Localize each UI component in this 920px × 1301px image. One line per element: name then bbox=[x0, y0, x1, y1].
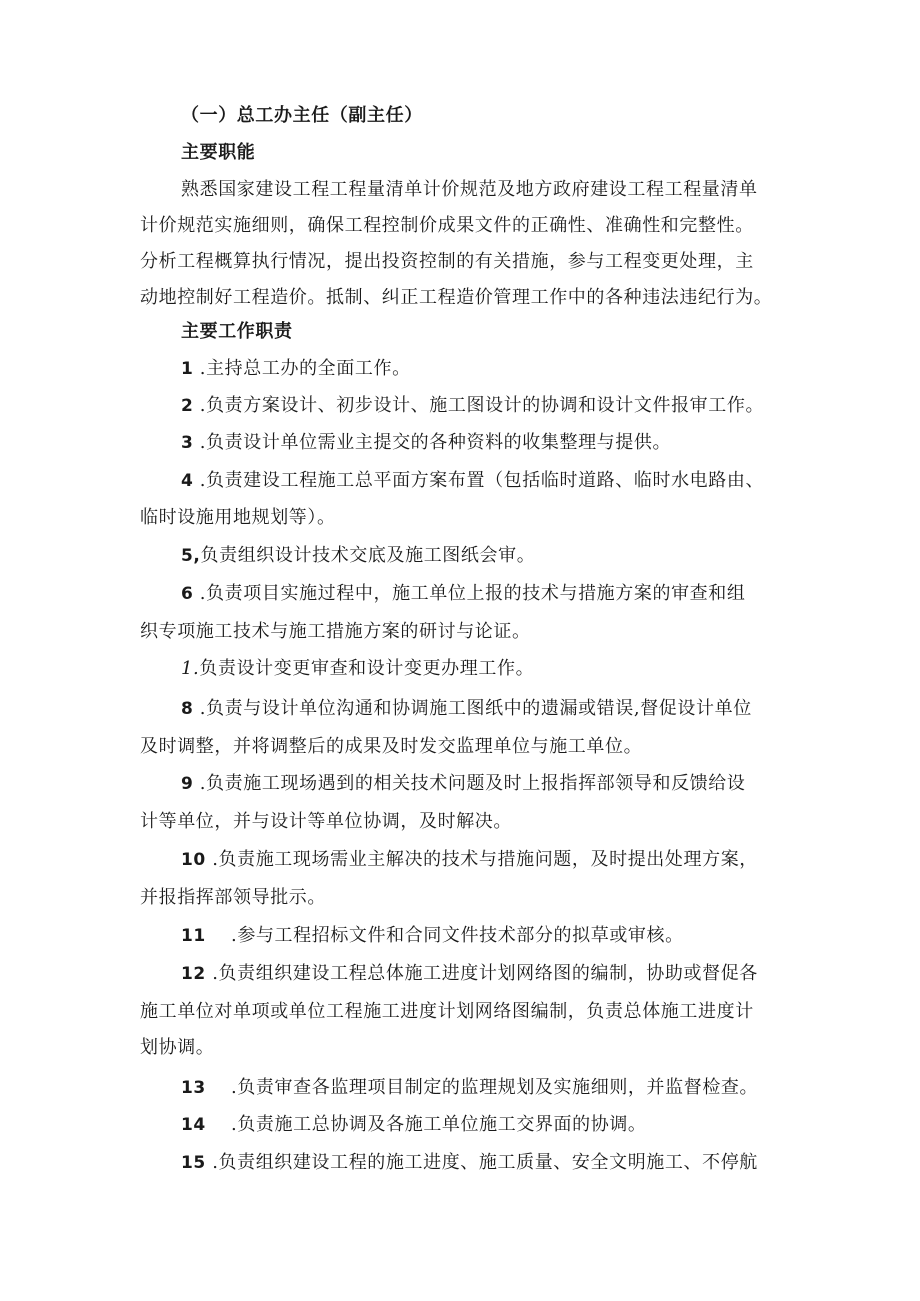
duty-text: 负责设计变更审查和设计变更办理工作。 bbox=[199, 658, 535, 679]
duty-item-6-cont: 织专项施工技术与施工措施方案的研讨与论证。 bbox=[140, 621, 531, 642]
duties-heading: 主要工作职责 bbox=[181, 321, 293, 342]
duty-item-5 bbox=[181, 544, 535, 568]
duty-number: 2 bbox=[181, 396, 194, 416]
duty-number: 5, bbox=[181, 546, 201, 566]
duty-text: .负责组织建设工程总体施工进度计划网络图的编制，协助或督促各 bbox=[212, 963, 758, 984]
duty-number: 1. bbox=[181, 658, 200, 679]
duty-item-9 bbox=[181, 772, 745, 796]
duty-item-3 bbox=[181, 431, 671, 455]
duty-item-8 bbox=[181, 697, 752, 721]
duty-item-10-cont: 并报指挥部领导批示。 bbox=[140, 887, 326, 908]
duty-item-14 bbox=[181, 1113, 647, 1137]
duty-item-2 bbox=[181, 394, 764, 418]
duty-text: .负责审查各监理项目制定的监理规划及实施细则，并监督检查。 bbox=[231, 1077, 759, 1098]
duty-text: .负责项目实施过程中，施工单位上报的技术与措施方案的审查和组 bbox=[199, 583, 746, 604]
duty-item-9-cont: 计等单位，并与设计等单位协调，及时解决。 bbox=[140, 811, 512, 832]
duty-number: 1 bbox=[181, 359, 194, 379]
main-functions-line-3: 分析工程概算执行情况，提出投资控制的有关措施，参与工程变更处理，主 bbox=[140, 251, 754, 272]
duty-text: 负责组织设计技术交底及施工图纸会审。 bbox=[200, 545, 536, 566]
duty-item-4 bbox=[181, 469, 764, 493]
duty-text: .负责施工现场遇到的相关技术问题及时上报指挥部领导和反馈给设 bbox=[199, 773, 746, 794]
duty-item-4-cont: 临时设施用地规划等）。 bbox=[140, 507, 336, 528]
duty-number: 4 bbox=[181, 471, 194, 491]
duty-number: 8 bbox=[181, 699, 194, 719]
duty-item-12-cont-2: 划协调。 bbox=[140, 1037, 215, 1058]
duty-number: 6 bbox=[181, 584, 194, 604]
duty-number: 10 bbox=[181, 850, 206, 870]
duty-item-7 bbox=[181, 657, 534, 681]
duty-item-10 bbox=[181, 848, 758, 872]
duty-text: .主持总工办的全面工作。 bbox=[199, 358, 411, 379]
main-functions-heading: 主要职能 bbox=[181, 142, 256, 163]
section-title: （一）总工办主任（副主任） bbox=[181, 105, 423, 126]
duty-text: .负责施工现场需业主解决的技术与措施问题，及时提出处理方案， bbox=[212, 849, 758, 870]
duty-number: 13 bbox=[181, 1078, 206, 1098]
duty-text: .负责施工总协调及各施工单位施工交界面的协调。 bbox=[231, 1114, 647, 1135]
duty-item-12-cont-1: 施工单位对单项或单位工程施工进度计划网络图编制，负责总体施工进度计 bbox=[140, 1001, 754, 1022]
duty-text: .负责方案设计、初步设计、施工图设计的协调和设计文件报审工作。 bbox=[199, 395, 765, 416]
main-functions-line-1: 熟悉国家建设工程工程量清单计价规范及地方政府建设工程工程量清单 bbox=[181, 179, 758, 200]
duty-text: .负责与设计单位沟通和协调施工图纸中的遗漏或错误,督促设计单位 bbox=[199, 698, 752, 719]
duty-text: .负责设计单位需业主提交的各种资料的收集整理与提供。 bbox=[199, 432, 672, 453]
duty-text: .负责组织建设工程的施工进度、施工质量、安全文明施工、不停航 bbox=[212, 1152, 758, 1173]
duty-number: 9 bbox=[181, 774, 194, 794]
duty-number: 3 bbox=[181, 433, 194, 453]
duty-item-8-cont: 及时调整，并将调整后的成果及时发交监理单位与施工单位。 bbox=[140, 736, 643, 757]
main-functions-line-4: 动地控制好工程造价。抵制、纠正工程造价管理工作中的各种违法违纪行为。 bbox=[140, 287, 773, 308]
duty-item-6 bbox=[181, 582, 745, 606]
duty-item-12 bbox=[181, 962, 758, 986]
duty-item-1 bbox=[181, 357, 411, 381]
main-functions-line-2: 计价规范实施细则，确保工程控制价成果文件的正确性、准确性和完整性。 bbox=[140, 215, 754, 236]
duty-number: 15 bbox=[181, 1153, 206, 1173]
duty-number: 12 bbox=[181, 964, 206, 984]
duty-item-15 bbox=[181, 1151, 758, 1175]
duty-text: .负责建设工程施工总平面方案布置（包括临时道路、临时水电路由、 bbox=[199, 470, 765, 491]
duty-text: .参与工程招标文件和合同文件技术部分的拟草或审核。 bbox=[231, 925, 684, 946]
duty-number: 14 bbox=[181, 1115, 206, 1135]
duty-item-13 bbox=[181, 1076, 758, 1100]
duty-item-11 bbox=[181, 924, 684, 948]
duty-number: 11 bbox=[181, 926, 206, 946]
